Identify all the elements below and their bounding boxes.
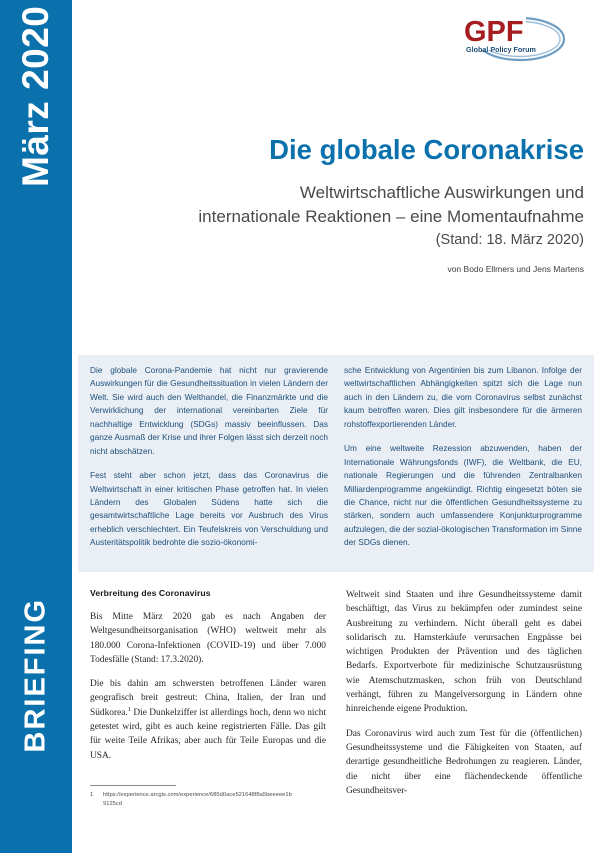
abstract-column-right — [344, 364, 582, 564]
svg-text:GPF: GPF — [464, 16, 524, 48]
page-subtitle-line-2: internationale Reaktionen – eine Momentaufnahme — [198, 207, 584, 227]
gpf-logo — [456, 8, 584, 70]
footnote-divider — [90, 785, 176, 786]
body-column-right — [346, 588, 582, 846]
spine-publication-type: BRIEFING — [19, 597, 52, 753]
abstract-box — [78, 355, 594, 572]
main-body — [78, 588, 594, 846]
abstract-paragraph: Fest steht aber schon jetzt, dass das Coronavirus die Weltwirtschaft in einer kritischen Phase getroffen hat. In vielen Ländern des Globalen Südens hatte sich die gesamtwirtschaftliche Lage bereits vor Ausbruch des Virus erheblich verschlechtert. Ein Teufelskreis von Verschuldung und Austeritätspolitik bedrohte die sozio-ökonomi- — [90, 470, 328, 548]
abstract-paragraph: sche Entwicklung von Argentinien bis zum Libanon. Infolge der weltwirtschaftlichen Abhängigkeiten spitzt sich die Lage nun auch in den Ländern zu, die vom Coronavirus selbst zunächst kaum betroffen waren. Dies gilt insbesondere für die ärmeren rohstoffexportierenden Länder. — [344, 365, 582, 429]
body-paragraph: Das Coronavirus wird auch zum Test für die (öffentlichen) Gesundheitssysteme und die Fähigkeiten von Staaten, auf derartige gesundheitliche Bedrohungen zu reagieren. Länder, die nicht über eine flächendeckende öffentliche Gesundheitsver- — [346, 728, 582, 796]
svg-text:Global Policy Forum: Global Policy Forum — [466, 45, 536, 54]
footnote-number: 1 — [90, 792, 94, 798]
body-paragraph: Weltweit sind Staaten und ihre Gesundheitssysteme damit beschäftigt, das Virus zu bekämpfen oder zumindest seine Ausbreitung zu verhindern. Nicht überall geht es dabei solidarisch zu. Hamsterkäufe verursachen Engpässe bei wichtigen Produkten der Prävention und des täglichen Bedarfs. Exportverbote für medizinische Schutzausrüstung wie Atemschutzmasken, schon früh von Deutschland verhängt, führen zu Mangelversorgung in Ländern ohne hinreichende eigene Produktion. — [346, 590, 582, 715]
abstract-paragraph: Die globale Corona-Pandemie hat nicht nur gravierende Auswirkungen für die Gesundheitssituation in vielen Ländern der Welt. Sie wird auch den Welthandel, die Finanzmärkte und die Verwirklichung der international vereinbarten Ziele für nachhaltige Entwicklung (SDGs) massiv beeinflussen. Das ganze Ausmaß der Krise und ihrer Folgen lässt sich derzeit noch nicht abschätzen. — [90, 365, 328, 456]
abstract-column-left — [90, 364, 328, 564]
page-authors: von Bodo Ellmers und Jens Martens — [447, 263, 584, 274]
footnote-url[interactable]: https://experience.arcgis.com/experience/685d0ace521648f8a5beeeee1b9125cd — [103, 792, 292, 807]
abstract-paragraph: Um eine weltweite Rezession abzuwenden, haben der Internationale Währungsfonds (IWF), die Weltbank, die EU, nationale Regierungen und die führenden Zentralbanken Milliardenprogramme angekündigt. Richtig eingesetzt böten sie die Chance, nicht nur die öffentlichen Gesundheitssysteme zu stärken, sondern auch umfassendere Konjunkturprogramme aufzulegen, die der sozial-ökologischen Transformation im Sinne der SDGs dienen. — [344, 443, 582, 548]
page-status-date: (Stand: 18. März 2020) — [435, 231, 584, 248]
title-block — [88, 134, 588, 274]
body-column-left — [90, 588, 326, 846]
footnote-item — [90, 791, 326, 808]
body-paragraph-with-footnote-ref: Die bis dahin am schwersten betroffenen Länder waren geografisch breit gestreut: China, Italien, der Iran und Südkorea.$^1$ Die Dunkelziffer ist allerdings hoch, denn wo nicht getestet wird, gibt es auch keine registrierten Fälle. Das gilt für weite Teile Afrikas, aber auch für Teile Europas und die USA. — [90, 679, 326, 761]
footnote-area — [90, 785, 326, 808]
page-title: Die globale Coronakrise — [269, 134, 584, 165]
body-paragraph: Bis Mitte März 2020 gab es nach Angaben der Weltgesundheitsorganisation (WHO) weltweit mehr als 180.000 Corona-Infektionen (COVID-19) und über 7.000 Todesfälle (Stand: 17.3.2020). — [90, 612, 326, 665]
section-heading: Verbreitung des Coronavirus — [90, 588, 211, 598]
page-subtitle-line-1: Weltwirtschaftliche Auswirkungen und — [299, 182, 584, 202]
document-page — [72, 0, 600, 853]
spine-issue-date: März 2020 — [15, 5, 56, 187]
left-spine-banner — [0, 0, 72, 853]
